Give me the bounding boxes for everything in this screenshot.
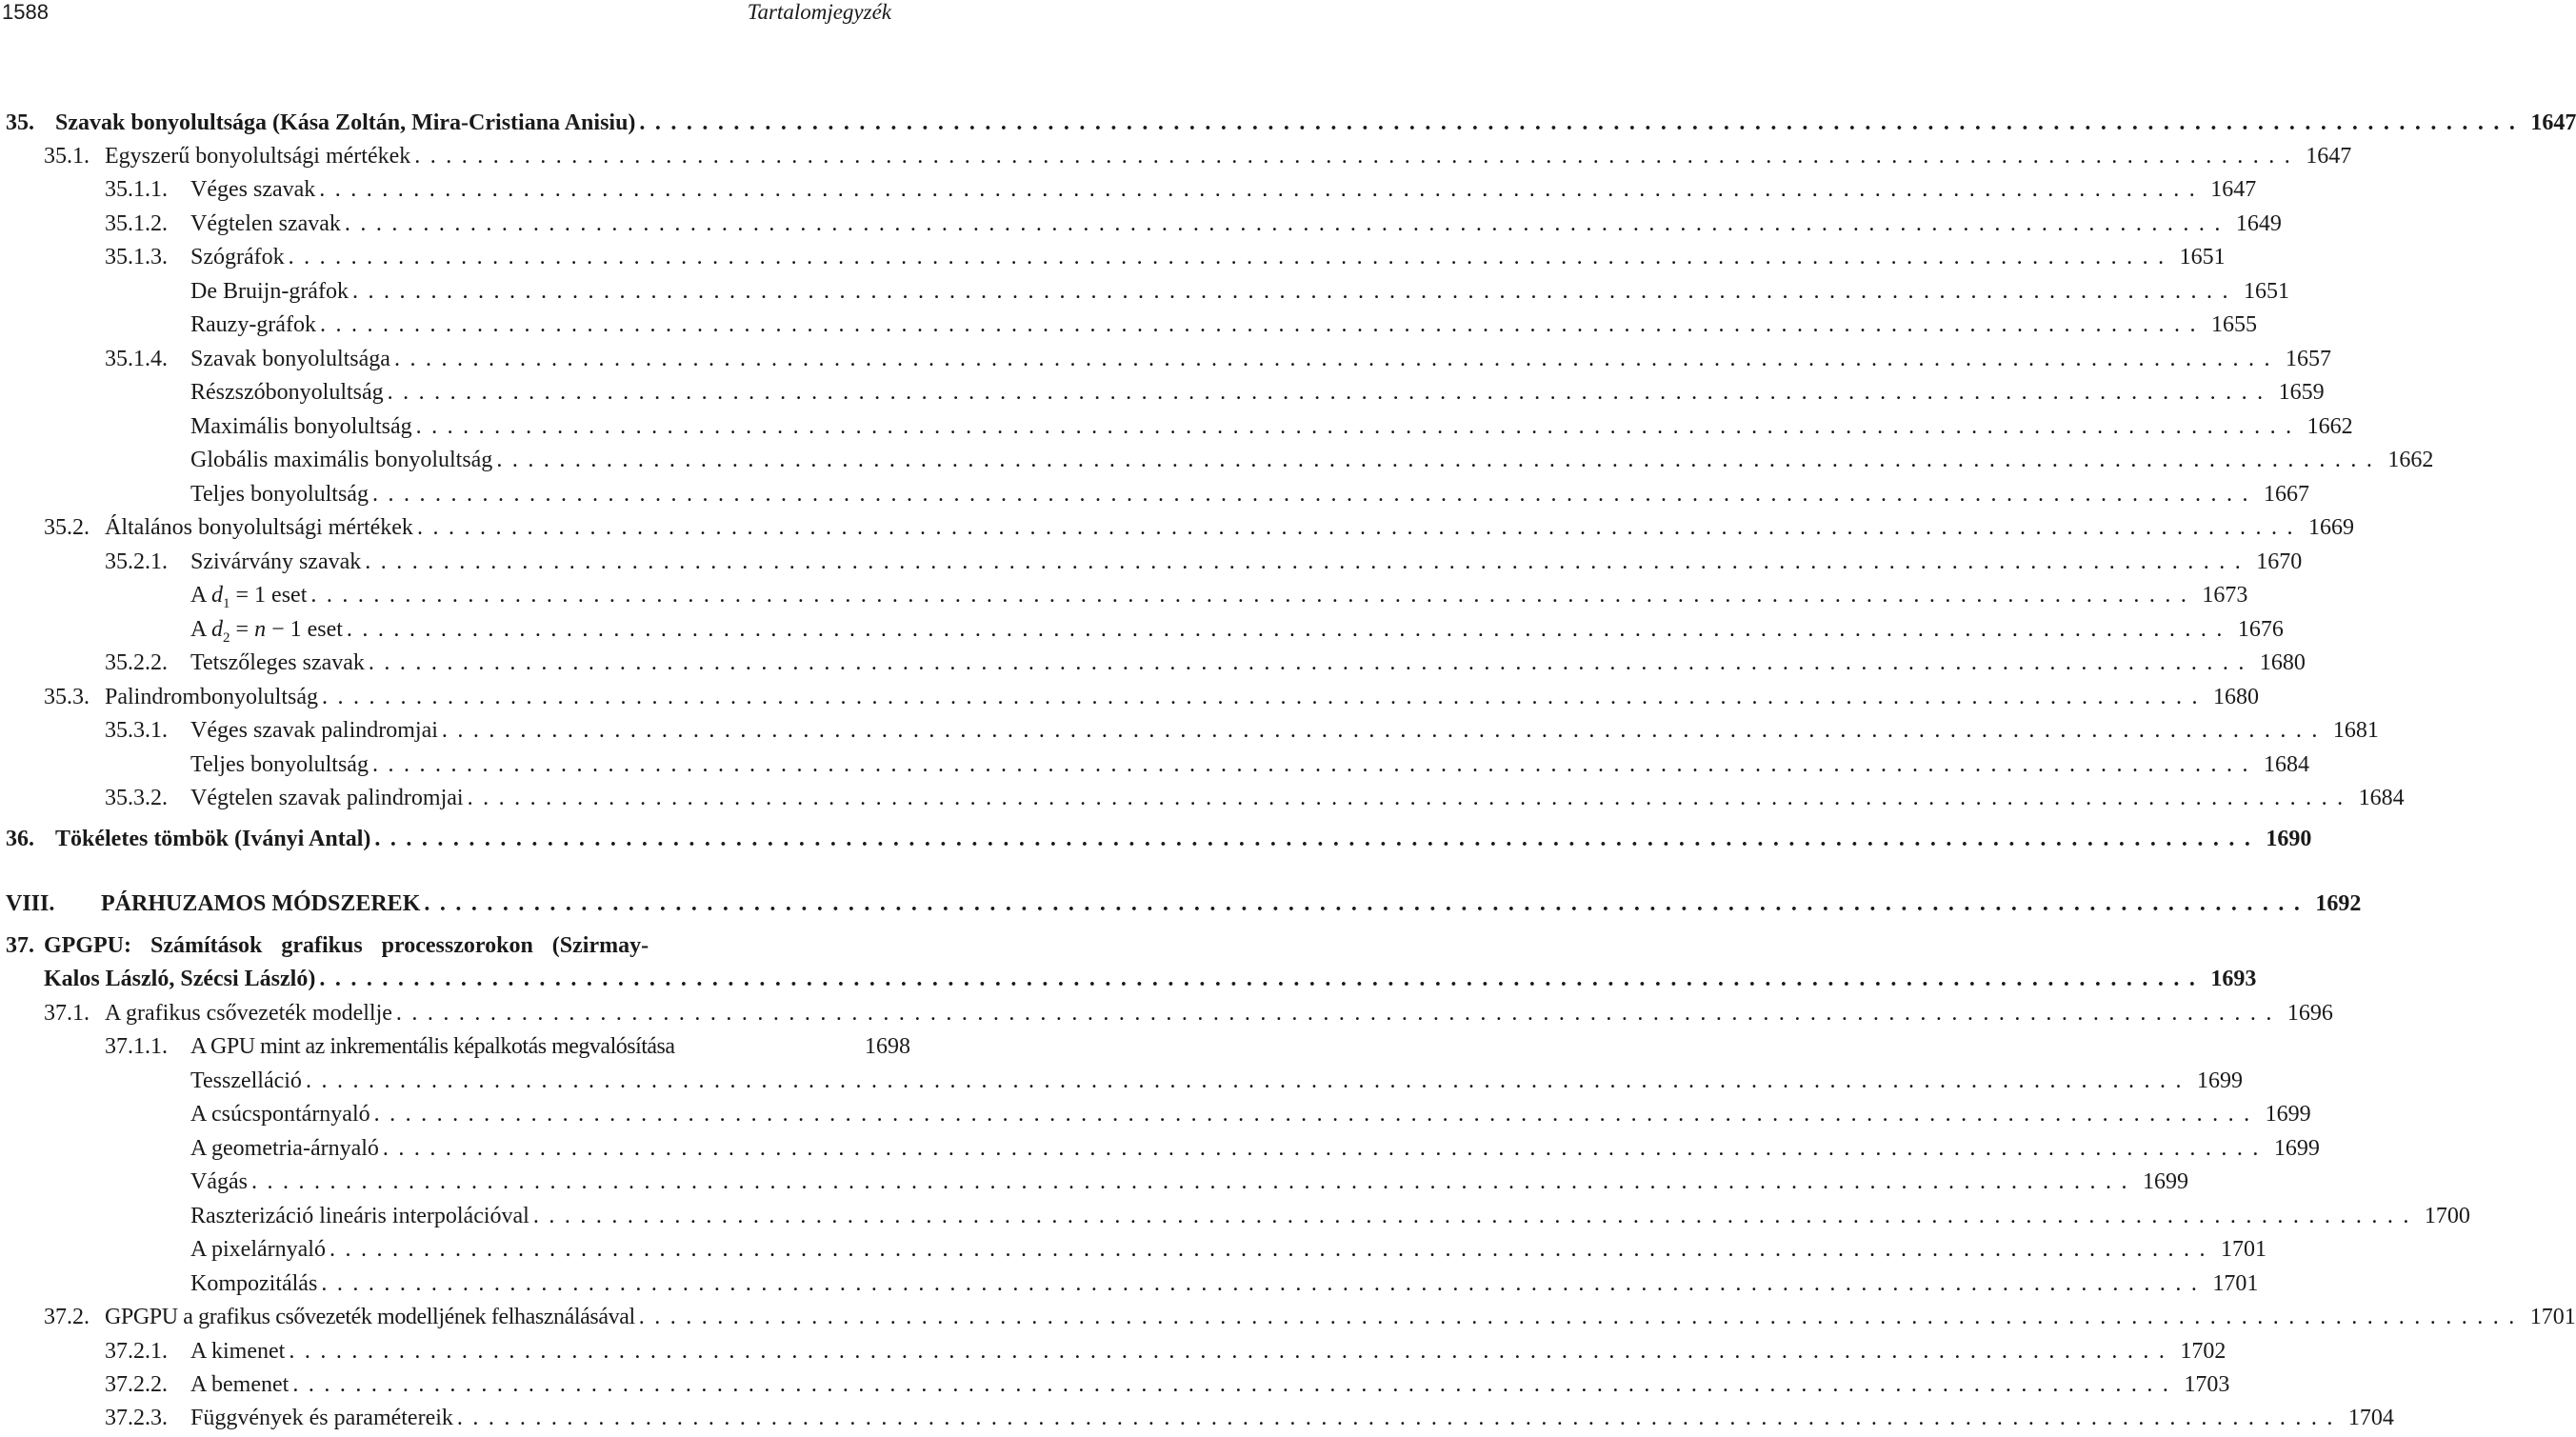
toc-dot-leader: ........................................................................................................................: [374, 827, 2261, 851]
toc-entry-title: Kalos László, Szécsi László): [44, 967, 316, 991]
toc-entry-page: 1647: [2306, 144, 2352, 169]
math-subscript: 2: [223, 629, 230, 646]
toc-paragraph-tesszellacio[interactable]: [190, 1065, 2243, 1097]
toc-dot-leader: ........................................................................................................................: [373, 1102, 2260, 1127]
toc-subsection-35-3-1[interactable]: [105, 714, 2379, 747]
toc-dot-leader: ........................................................................................................................: [351, 279, 2238, 304]
toc-entry-title: Véges szavak palindromjai: [190, 718, 438, 743]
toc-entry-title: Véges szavak: [190, 177, 316, 202]
toc-dot-leader: ........................................................................................................................: [329, 1237, 2215, 1262]
toc-dot-leader: ........................................................................................................................: [382, 1136, 2268, 1161]
toc-paragraph-vagas[interactable]: [190, 1166, 2188, 1198]
toc-entry-number: 35.2.1.: [105, 549, 168, 574]
toc-entry-page: 1680: [2213, 685, 2259, 709]
toc-entry-title: Teljes bonyolultság: [190, 752, 369, 777]
toc-entry-title: Rauzy-gráfok: [190, 312, 316, 337]
toc-entry-title-text: A GPU mint az inkrementális képalkotás megvalósítása: [190, 1034, 675, 1059]
toc-entry-title: [105, 1030, 675, 1063]
toc-entry-page: 1662: [2306, 414, 2353, 439]
toc-subsection-35-3-2[interactable]: [105, 782, 2405, 814]
toc-entry-title: Egyszerű bonyolultsági mértékek: [105, 144, 411, 169]
toc-subsection-35-1-1[interactable]: [105, 173, 2257, 206]
toc-dot-leader: ........................................................................................................................: [387, 380, 2273, 405]
toc-dot-leader: ........................................................................................................................: [393, 347, 2280, 371]
toc-entry-number: 37.: [6, 933, 34, 958]
toc-entry-page: 1684: [2358, 786, 2405, 810]
toc-dot-leader: ........................................................................................................................: [639, 110, 2526, 135]
toc-dot-leader: ........................................................................................................................: [368, 650, 2254, 675]
math-text: = 1 eset: [230, 583, 308, 608]
toc-entry-title: Függvények és paramétereik: [190, 1406, 453, 1430]
toc-dot-leader: ........................................................................................................................: [344, 211, 2230, 236]
toc-entry-title: A geometria-árnyaló: [190, 1136, 379, 1161]
toc-entry-page: 1669: [2307, 515, 2354, 540]
toc-entry-page: 1647: [2530, 110, 2576, 135]
toc-paragraph-d1-eset[interactable]: [190, 579, 2248, 611]
toc-dot-leader: ........................................................................................................................: [441, 718, 2327, 743]
toc-dot-leader: ........................................................................................................................: [532, 1204, 2419, 1228]
toc-entry-title: GPGPU: Számítások grafikus processzorokon (Szirmay-: [44, 933, 649, 958]
toc-entry-page: 1690: [2266, 827, 2312, 851]
toc-entry-title: Végtelen szavak: [190, 211, 341, 236]
toc-entry-number: 36.: [6, 827, 34, 851]
toc-entry-page: 1670: [2256, 549, 2303, 574]
toc-paragraph-globalis[interactable]: [190, 444, 2434, 476]
toc-dot-leader: ........................................................................................................................: [371, 482, 2258, 507]
toc-entry-page: 1692: [2315, 891, 2362, 916]
toc-section-35-3[interactable]: [44, 681, 2259, 713]
toc-entry-title: Globális maximális bonyolultság: [190, 448, 493, 472]
toc-part-viii[interactable]: [6, 888, 2362, 920]
toc-entry-title: De Bruijn-gráfok: [190, 279, 349, 304]
toc-entry-page: 1704: [2347, 1406, 2394, 1430]
toc-entry-page: 1699: [2273, 1136, 2320, 1161]
math-variable: d: [211, 617, 224, 642]
toc-entry-title: Szógráfok: [190, 245, 285, 269]
toc-entry-number: 37.2.: [44, 1305, 90, 1329]
toc-entry-page: 1673: [2202, 583, 2248, 608]
toc-entry-number: 35.1.3.: [105, 245, 168, 269]
toc-subsection-37-1-1[interactable]: [105, 1030, 910, 1063]
toc-dot-leader: ........................................................................................................................: [319, 967, 2206, 991]
toc-entry-page: 1702: [2180, 1339, 2227, 1364]
toc-entry-title: A pixelárnyaló: [190, 1237, 326, 1262]
toc-paragraph-teljes-1[interactable]: [190, 478, 2309, 510]
toc-dot-leader: ........................................................................................................................: [456, 1406, 2343, 1430]
toc-entry-page: 1696: [2286, 1001, 2333, 1026]
toc-dot-leader: ........................................................................................................................: [346, 617, 2232, 642]
toc-dot-leader: ........................................................................................................................: [365, 549, 2251, 574]
toc-paragraph-csucspontarnyalo[interactable]: [190, 1098, 2311, 1130]
toc-entry-page: 1681: [2332, 718, 2379, 743]
toc-dot-leader: ........................................................................................................................: [305, 1068, 2191, 1093]
toc-entry-number: 37.2.2.: [105, 1372, 168, 1397]
toc-entry-page: 1684: [2263, 752, 2309, 777]
toc-dot-leader: ........................................................................................................................: [424, 891, 2310, 916]
toc-subsection-35-1-3[interactable]: [105, 241, 2226, 273]
toc-entry-number: 37.2.1.: [105, 1339, 168, 1364]
toc-entry-page: 1700: [2424, 1204, 2470, 1228]
toc-entry-number: 35.3.2.: [105, 786, 168, 810]
toc-dot-leader: ........................................................................................................................: [288, 245, 2174, 269]
toc-entry-page: 1680: [2259, 650, 2306, 675]
toc-entry-page: 1651: [2243, 279, 2289, 304]
toc-dot-leader: ........................................................................................................................: [416, 515, 2303, 540]
toc-dot-leader: ........................................................................................................................: [289, 1339, 2175, 1364]
toc-entry-number: 35.2.2.: [105, 650, 168, 675]
page-number: 1588: [2, 0, 49, 24]
toc-entry-title: Teljes bonyolultság: [190, 482, 369, 507]
toc-entry-title: Kompozitálás: [190, 1271, 318, 1296]
toc-paragraph-d2-eset[interactable]: [190, 613, 2284, 646]
toc-dot-leader: ........................................................................................................................: [371, 752, 2258, 777]
toc-entry-number: 35.1.4.: [105, 347, 168, 371]
toc-dot-leader: ........................................................................................................................: [310, 583, 2197, 608]
toc-subsection-37-2-3[interactable]: [105, 1402, 2394, 1434]
toc-entry-title: Tesszelláció: [190, 1068, 302, 1093]
toc-entry-number: VIII.: [6, 891, 55, 916]
toc-entry-page: 1662: [2387, 448, 2434, 472]
toc-entry-page: 1701: [2212, 1271, 2259, 1296]
math-variable: n: [254, 617, 267, 642]
running-title: Tartalomjegyzék: [747, 0, 891, 24]
math-subscript: 1: [223, 595, 230, 611]
toc-entry-page: 1699: [2196, 1068, 2243, 1093]
toc-paragraph-raszterizacio[interactable]: [190, 1200, 2470, 1232]
toc-entry-number: 37.2.3.: [105, 1406, 168, 1430]
toc-entry-title: Részszóbonyolultság: [190, 380, 384, 405]
toc-dot-leader: ........................................................................................................................: [414, 144, 2301, 169]
toc-entry-title: GPGPU a grafikus csővezeték modelljének felhasználásával: [105, 1305, 635, 1329]
toc-entry-page: 1649: [2235, 211, 2282, 236]
toc-entry-number: 35.3.: [44, 685, 90, 709]
toc-entry-title: Szavak bonyolultsága: [190, 347, 390, 371]
toc-paragraph-teljes-2[interactable]: [190, 748, 2309, 781]
toc-chapter-37-line-2[interactable]: [44, 963, 2257, 995]
toc-entry-page: 1699: [2265, 1102, 2311, 1127]
toc-entry-title: Végtelen szavak palindromjai: [190, 786, 464, 810]
toc-entry-title: [190, 613, 343, 646]
toc-entry-page: 1667: [2263, 482, 2309, 507]
toc-entry-title: Raszterizáció lineáris interpolációval: [190, 1204, 529, 1228]
toc-entry-page: 1703: [2184, 1372, 2230, 1397]
toc-entry-number: 35.1.1.: [105, 177, 168, 202]
toc-dot-leader: ........................................................................................................................: [319, 312, 2206, 337]
toc-entry-title: Szavak bonyolultsága (Kása Zoltán, Mira-Cristiana Anisiu): [55, 110, 636, 135]
toc-paragraph-de-bruijn[interactable]: [190, 275, 2289, 308]
toc-entry-title: A kimenet: [190, 1339, 286, 1364]
toc-entry-number: 35.2.: [44, 515, 90, 540]
toc-subsection-35-1-4[interactable]: [105, 343, 2331, 375]
toc-chapter-36[interactable]: [6, 823, 2312, 855]
toc-entry-number: 35.1.: [44, 144, 90, 169]
toc-entry-title: Szivárvány szavak: [190, 549, 362, 574]
toc-subsection-37-2-1[interactable]: [105, 1335, 2227, 1367]
toc-entry-title: PÁRHUZAMOS MÓDSZEREK: [101, 891, 421, 916]
toc-entry-page: 1701: [2529, 1305, 2576, 1329]
toc-section-37-1[interactable]: [44, 997, 2333, 1029]
toc-entry-title: Palindrombonyolultság: [105, 685, 318, 709]
toc-chapter-37-line-1[interactable]: [6, 929, 851, 962]
toc-paragraph-rauzy[interactable]: [190, 309, 2257, 341]
toc-entry-page: 1657: [2285, 347, 2331, 371]
toc-entry-number: 35.: [6, 110, 34, 135]
toc-dot-leader: ........................................................................................................................: [395, 1001, 2282, 1026]
toc-subsection-35-1-2[interactable]: [105, 208, 2282, 240]
toc-dot-leader: ........................................................................................................................: [292, 1372, 2179, 1397]
toc-entry-page: 1647: [2210, 177, 2257, 202]
toc-paragraph-geometria-arnyalo[interactable]: [190, 1132, 2320, 1165]
toc-entry-title: Tökéletes tömbök (Iványi Antal): [55, 827, 371, 851]
toc-paragraph-pixelarnyalo[interactable]: [190, 1233, 2266, 1266]
toc-entry-title: Általános bonyolultsági mértékek: [105, 515, 413, 540]
math-variable: d: [211, 583, 224, 608]
toc-entry-title: A grafikus csővezeték modellje: [105, 1001, 392, 1026]
toc-entry-page: 1701: [2220, 1237, 2266, 1262]
toc-dot-leader: ........................................................................................................................: [319, 177, 2206, 202]
toc-entry-title: Maximális bonyolultság: [190, 414, 412, 439]
toc-entry-title: A bemenet: [190, 1372, 290, 1397]
toc-entry-page: 1659: [2278, 380, 2325, 405]
toc-dot-leader: ........................................................................................................................: [467, 786, 2353, 810]
toc-entry-title: Tetszőleges szavak: [190, 650, 365, 675]
toc-section-37-2[interactable]: [44, 1301, 2576, 1333]
toc-entry-number: 37.1.1.: [105, 1034, 168, 1059]
toc-entry-title: [190, 579, 307, 611]
toc-entry-page: 1655: [2210, 312, 2257, 337]
toc-paragraph-maximalis[interactable]: [190, 410, 2353, 443]
toc-dot-leader: ........................................................................................................................: [415, 414, 2302, 439]
toc-entry-number: 37.1.: [44, 1001, 90, 1026]
math-text: A: [190, 617, 212, 642]
page-header: [0, 0, 914, 29]
toc-dot-leader: ........................................................................................................................: [250, 1169, 2137, 1194]
toc-entry-number: 35.3.1.: [105, 718, 168, 743]
toc-dot-leader: ........................................................................................................................: [322, 685, 2207, 709]
math-text: − 1 eset: [266, 617, 343, 642]
toc-section-35-2[interactable]: [44, 511, 2354, 544]
toc-entry-page: 1676: [2237, 617, 2284, 642]
toc-entry-page: 1698: [865, 1034, 910, 1059]
toc-entry-page: 1699: [2142, 1169, 2188, 1194]
toc-entry-title: Vágás: [190, 1169, 248, 1194]
toc-entry-title: A csúcspontárnyaló: [190, 1102, 370, 1127]
toc-dot-leader: ........................................................................................................................: [638, 1305, 2525, 1329]
toc-paragraph-kompozitalas[interactable]: [190, 1267, 2259, 1300]
toc-subsection-37-2-2[interactable]: [105, 1368, 2230, 1401]
toc-entry-page: 1693: [2210, 967, 2257, 991]
math-text: A: [190, 583, 212, 608]
toc-subsection-35-2-2[interactable]: [105, 647, 2306, 679]
toc-chapter-35[interactable]: [6, 107, 2576, 139]
toc-subsection-35-2-1[interactable]: [105, 546, 2303, 578]
math-text: =: [230, 617, 255, 642]
toc-dot-leader: ........................................................................................................................: [321, 1271, 2207, 1296]
toc-paragraph-reszszo[interactable]: [190, 376, 2325, 409]
toc-dot-leader: ........................................................................................................................: [496, 448, 2383, 472]
toc-entry-page: 1651: [2179, 245, 2226, 269]
toc-section-35-1[interactable]: [44, 140, 2352, 172]
toc-entry-number: 35.1.2.: [105, 211, 168, 236]
